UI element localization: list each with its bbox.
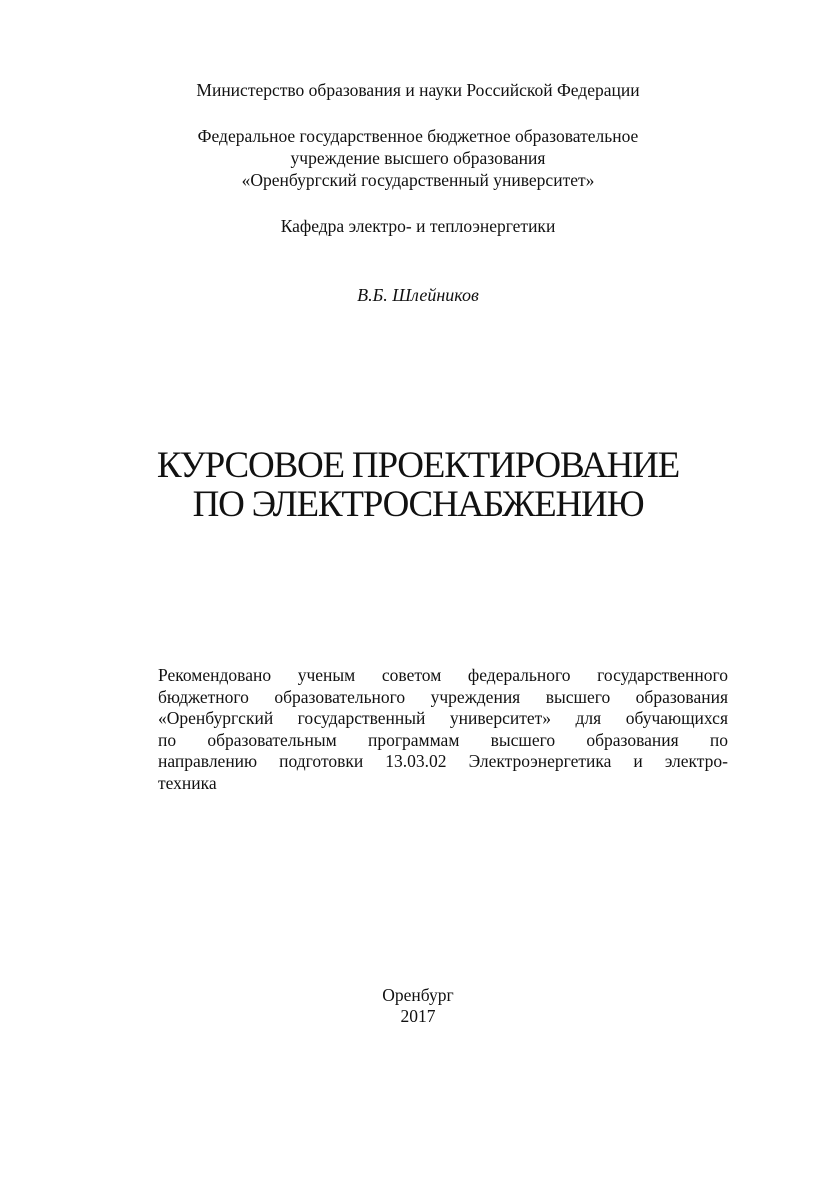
institution-line-1: Федеральное государственное бюджетное образовательное — [197, 126, 639, 146]
recommendation-block — [158, 665, 728, 794]
recommendation-line: направлению подготовки 13.03.02 Электроэнергетика и электро- — [158, 751, 728, 771]
recommendation-line: по образовательным программам высшего образования по — [158, 729, 728, 750]
document-title-line-2: ПО ЭЛЕКТРОСНАБЖЕНИЮ — [192, 484, 644, 525]
author-name: В.Б. Шлейников — [357, 285, 479, 305]
institution-line-2: учреждение высшего образования — [290, 148, 546, 168]
publication-city: Оренбург — [382, 985, 454, 1005]
recommendation-line: Рекомендовано ученым советом федерального государственного — [158, 665, 728, 685]
document-title-line-1: КУРСОВОЕ ПРОЕКТИРОВАНИЕ — [156, 445, 680, 486]
recommendation-line: бюджетного образовательного учреждения высшего образования — [158, 686, 728, 707]
ministry-name: Министерство образования и науки Российской Федерации — [196, 80, 640, 100]
publication-year: 2017 — [400, 1006, 436, 1026]
recommendation-line: «Оренбургский государственный университет» для обучающихся — [158, 708, 728, 728]
recommendation-line: техника — [158, 772, 217, 793]
institution-line-3: «Оренбургский государственный университет» — [241, 170, 595, 190]
department-name: Кафедра электро- и теплоэнергетики — [280, 216, 556, 236]
